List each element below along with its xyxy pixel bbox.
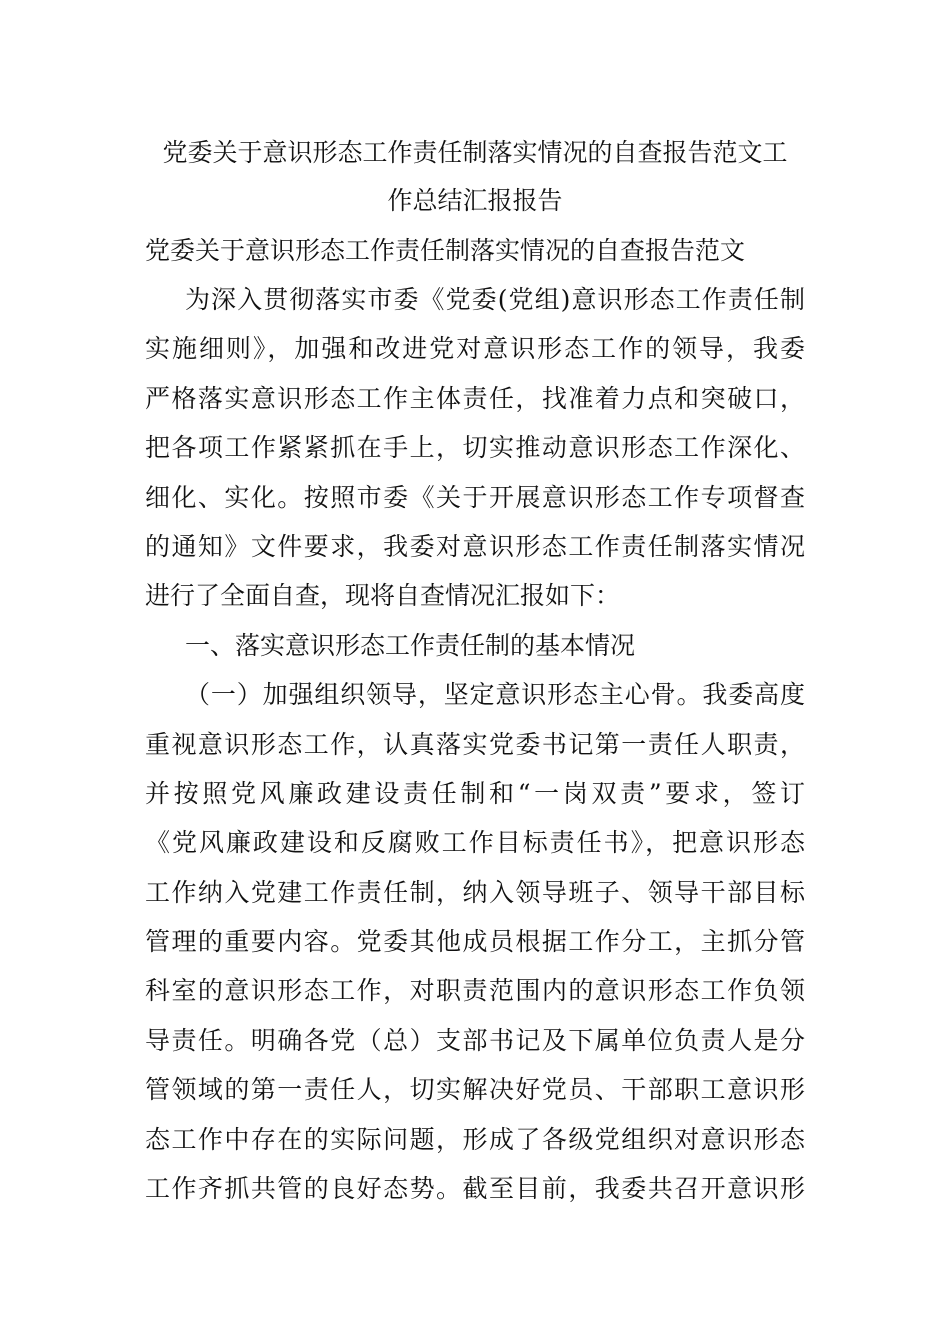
body-line: 导责任。明确各党（总）支部书记及下属单位负责人是分 [145,1025,805,1055]
body-line: 实施细则》，加强和改进党对意识形态工作的领导，我委 [145,334,805,364]
body-line: 科室的意识形态工作，对职责范围内的意识形态工作负领 [145,976,805,1006]
body-line: 工作纳入党建工作责任制，纳入领导班子、领导干部目标 [145,877,805,907]
body-line: 工作齐抓共管的良好态势。截至目前，我委共召开意识形 [145,1174,805,1204]
body-line: 严格落实意识形态工作主体责任，找准着力点和突破口， [145,383,805,413]
body-line: 并按照党风廉政建设责任制和“一岗双责”要求，签订 [145,778,805,808]
body-line: 重视意识形态工作，认真落实党委书记第一责任人职责， [145,729,805,759]
document-body [145,285,805,1223]
document-title-line-1: 党委关于意识形态工作责任制落实情况的自查报告范文工 [162,138,788,167]
body-line: 管领域的第一责任人，切实解决好党员、干部职工意识形 [145,1075,805,1105]
body-line: 《党风廉政建设和反腐败工作目标责任书》，把意识形态 [145,828,805,858]
body-line: 为深入贯彻落实市委《党委(党组)意识形态工作责任制 [185,285,805,314]
body-line: 把各项工作紧紧抓在手上，切实推动意识形态工作深化、 [145,433,805,463]
body-line: 进行了全面自查，现将自查情况汇报如下： [145,581,621,611]
body-line: 细化、实化。按照市委《关于开展意识形态工作专项督查 [145,482,805,512]
body-line: 的通知》文件要求，我委对意识形态工作责任制落实情况 [145,531,805,561]
document-subtitle: 党委关于意识形态工作责任制落实情况的自查报告范文 [145,236,746,265]
section-heading: 一、落实意识形态工作责任制的基本情况 [185,630,636,660]
document-title-line-2: 作总结汇报报告 [387,186,563,215]
body-line: 态工作中存在的实际问题，形成了各级党组织对意识形态 [145,1124,805,1154]
body-line: （一）加强组织领导，坚定意识形态主心骨。我委高度 [185,680,805,710]
body-line: 管理的重要内容。党委其他成员根据工作分工，主抓分管 [145,927,805,957]
